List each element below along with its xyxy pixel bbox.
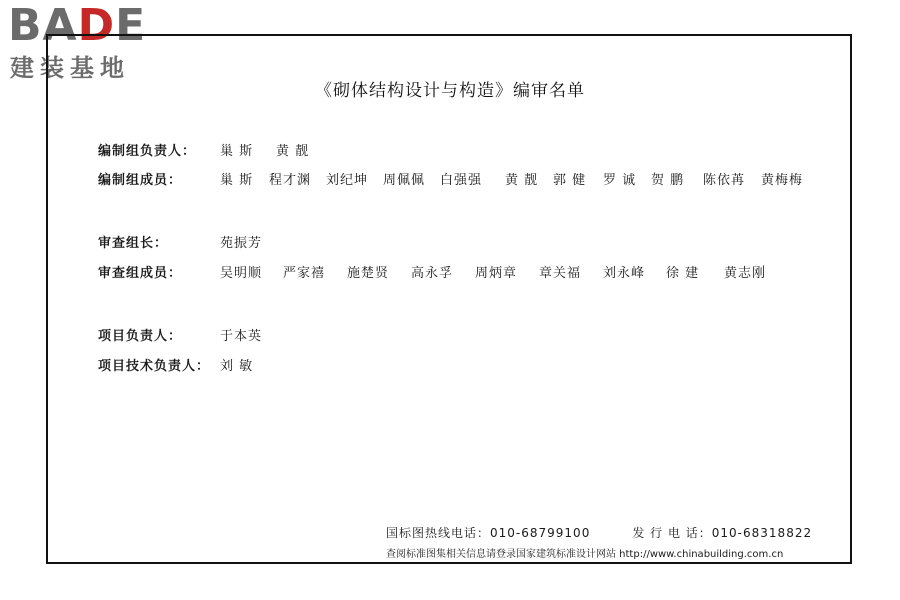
- person-name: 程才渊: [269, 173, 312, 188]
- person-name: 巢 斯: [220, 173, 254, 188]
- person-name: 白强强: [440, 173, 483, 188]
- section-label: 审查组成员：: [98, 266, 183, 281]
- section-row-review-members: [98, 265, 767, 283]
- person-name: 陈依苒: [703, 173, 746, 188]
- section-row-members: [98, 172, 804, 190]
- logo-word-accent: D: [77, 0, 116, 51]
- person-name: 刘永峰: [603, 266, 646, 281]
- person-name: 严家禧: [283, 266, 326, 281]
- section-label: 项目负责人：: [98, 329, 183, 344]
- person-name: 罗 诚: [603, 173, 637, 188]
- logo-word-part2: E: [115, 0, 147, 51]
- person-name: 周佩佩: [383, 173, 426, 188]
- person-name: 于本英: [220, 329, 263, 344]
- section-label: 审查组长：: [98, 236, 169, 251]
- person-name: 刘纪坤: [326, 173, 369, 188]
- person-name: 黄梅梅: [761, 173, 804, 188]
- person-name: 巢 斯: [220, 144, 254, 159]
- logo-word-part1: BA: [8, 0, 78, 51]
- person-name: 徐 建: [666, 266, 700, 281]
- person-name: 吴明顺: [220, 266, 263, 281]
- hotline-number: 010-68799100: [490, 526, 591, 540]
- hotline-label: 国标图热线电话：: [386, 526, 491, 540]
- section-label: 项目技术负责人：: [98, 359, 211, 374]
- section-row-review-lead: [98, 235, 263, 253]
- person-name: 黄 靓: [276, 144, 310, 159]
- footer-website-line: 查阅标准图集相关信息请登录国家建筑标准设计网站 http://www.chinabuilding.com.cn: [386, 549, 784, 560]
- person-name: 黄志刚: [724, 266, 767, 281]
- issue-phone-number: 010-68318822: [711, 526, 813, 540]
- person-name: 苑振芳: [220, 236, 263, 251]
- document-title: 《砌体结构设计与构造》编审名单: [315, 81, 585, 101]
- person-name: 高永孚: [411, 266, 454, 281]
- person-name: 施楚贤: [347, 266, 390, 281]
- section-row-project-lead: [98, 328, 263, 346]
- section-row-tech-lead: [98, 358, 254, 376]
- person-name: 刘 敏: [220, 359, 254, 374]
- footer-phone-line: [386, 524, 812, 541]
- logo-subtitle: 建装基地: [10, 54, 130, 82]
- person-name: 贺 鹏: [651, 173, 685, 188]
- section-label: 编制组成员：: [98, 173, 183, 188]
- document-frame: [46, 34, 852, 564]
- person-name: 周炳章: [475, 266, 518, 281]
- issue-phone-label: 发 行 电 话：: [632, 526, 712, 540]
- section-row-lead: [98, 143, 310, 161]
- person-name: 郭 健: [553, 173, 587, 188]
- section-label: 编制组负责人：: [98, 144, 197, 159]
- person-name: 章关福: [539, 266, 582, 281]
- person-name: 黄 靓: [505, 173, 539, 188]
